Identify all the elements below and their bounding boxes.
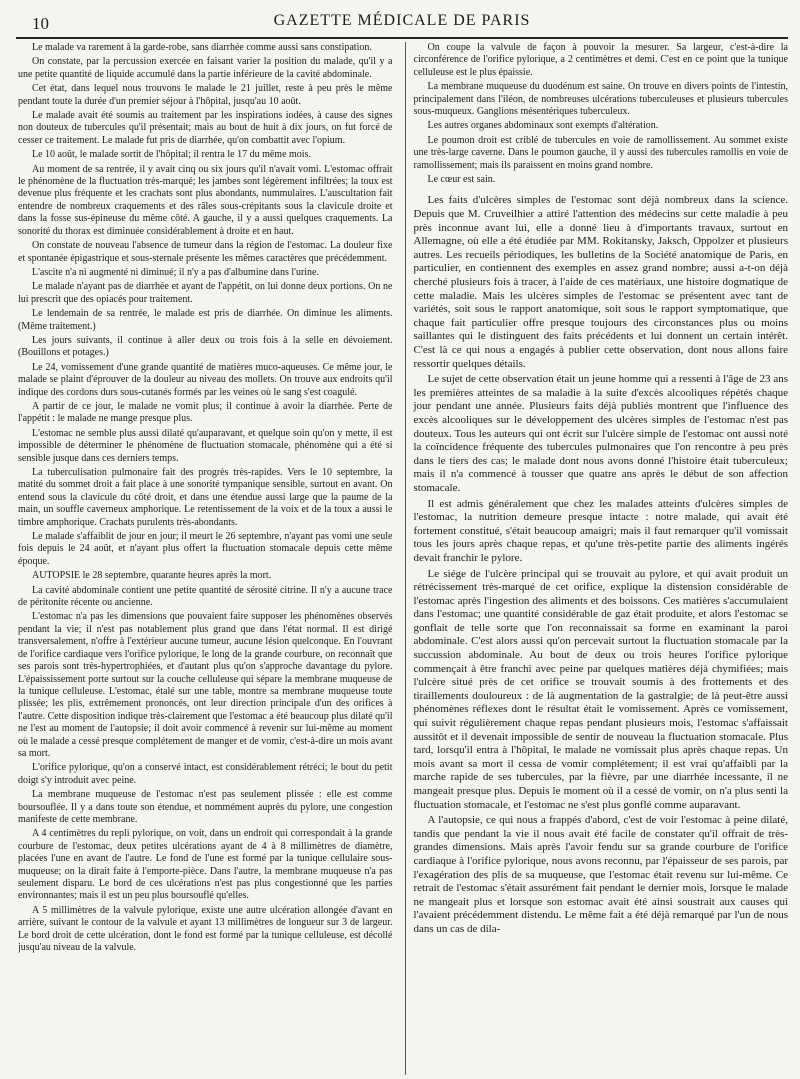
paragraph: Cet état, dans lequel nous trouvons le malade le 21 juillet, reste à peu près le même pendant toute la durée d'un premier séjour à l'hôpital, jusqu'au 10 août. xyxy=(18,83,393,107)
paragraph: Les faits d'ulcères simples de l'estomac sont déjà nombreux dans la science. Depuis que M. Cruveilhier a attiré l'attention des médecins sur cette maladie à peu près inconnue avant lui, elle a donné lieu à d'importants travaux, surtout en Allemagne, où elle a été étudiée par MM. Rokitansky, Jaksch, Oppolzer et plusieurs autres. Les recueils périodiques, les bulletins de la Société anatomique de Paris, en particulier, en contiennent des exemples en assez grand nombre; aussi a-t-on déjà cherché plusieurs fois à tracer, à l'aide de ces matériaux, une histoire dogmatique de cette maladie. Mais les ulcères simples de l'estomac se présentent avec tant de variétés, soit sous le rapport anatomique, soit sous le rapport symptomatique, que chaque fait particulier offre presque toujours des circonstances plus ou moins saillantes qui le distinguent des faits précédents et lui donnent un certain intérêt. C'est là ce qui nous a engagés à publier cette observation, dont nous allons faire ressortir quelques détails. xyxy=(413,194,788,370)
paragraph: La membrane muqueuse du duodénum est saine. On trouve en divers points de l'intestin, principalement dans l'iléon, de nombreuses ulcérations tuberculeuses et plusieurs tubercules sous-muqueux. Ganglions mésentériques tuberculeux. xyxy=(413,81,788,118)
right-column-discussion xyxy=(414,194,789,936)
paragraph: Le malade s'affaiblit de jour en jour; il meurt le 26 septembre, n'ayant pas vomi une seule fois depuis le 24 août, et n'ayant plus offert la fluctuation stomacale depuis cette même époque. xyxy=(18,531,393,567)
paragraph: La membrane muqueuse de l'estomac n'est pas seulement plissée : elle est comme boursouflée. Il y a dans toute son étendue, et nommément auprès du pylore, une congestion manifeste de cette membrane. xyxy=(18,789,393,825)
paragraph: Le malade va rarement à la garde-robe, sans diarrhée comme aussi sans constipation. xyxy=(32,42,372,53)
paragraph: A 4 centimètres du repli pylorique, on voit, dans un endroit qui correspondait à la grande courbure de l'estomac, deux petites ulcérations ayant de 4 à 8 millimètres de diamètre, placées l'une en avant de l'autre. Le fond de l'une est formé par la tunique cellulaire sous-muqueuse; on la dirait faite à l'emporte-pièce. Dans l'autre, la membrane muqueuse n'a pas seulement disparu. Le bord de ces ulcérations n'est pas plus congestionné que les parties environnantes; mais il est un peu plus boursouflé qu'elles. xyxy=(18,828,393,902)
paragraph: On constate, par la percussion exercée en faisant varier la position du malade, qu'il y a une petite quantité de liquide accumulé dans la partie inférieure de la cavité abdominale. xyxy=(18,56,393,80)
right-column xyxy=(405,42,789,1075)
paragraph: L'ascite n'a ni augmenté ni diminué; il n'y a pas d'albumine dans l'urine. xyxy=(32,266,319,278)
paragraph: On coupe la valvule de façon à pouvoir la mesurer. Sa largeur, c'est-à-dire la circonférence de l'orifice pylorique, a 2 centimètres et demi. C'est en ce point que la tunique celluleuse est le plus épaissie. xyxy=(413,42,788,78)
paragraph: A 5 millimètres de la valvule pylorique, existe une autre ulcération allongée d'avant en arrière, suivant le contour de la valvule et ayant 13 millimètres de longueur sur 3 de largeur. Le bord droit de cette ulcération, dont le fond est formé par la tunique celluleuse, est décollé jusqu'au niveau de la valvule. xyxy=(18,904,393,954)
paragraph: Le cœur est sain. xyxy=(427,174,496,186)
paragraph: Le malade avait été soumis au traitement par les inspirations iodées, à cause des signes non douteux de tubercules qu'il présentait; mais au bout de huit à dix jours, on fut forcé de cesser ce traitement. Le malade fut pris de diarrhée, qu'on combattit avec l'opium. xyxy=(18,110,393,146)
paragraph: A l'autopsie, ce qui nous a frappés d'abord, c'est de voir l'estomac à peine dilaté, tandis que pendant la vie il nous avait été facile de constater qu'il offrait de très-grandes dimensions. Mais après l'avoir fendu sur sa grande courbure de l'orifice cardiaque à l'orifice pylorique, nous avons reconnu, par l'épaisseur de ses parois, par l'exagération des plis de sa muqueuse, que l'estomac était revenu sur lui-même. Ce retrait de l'estomac s'était assurément fait pendant le dernier mois, lorsque le malade ne mangeait plus et lorsque son estomac avait été ainsi soustrait aux causes qui l'avaient précédemment distendu. Le même fait a été déjà remarqué par l'un de nous dans un cas de dila- xyxy=(413,814,788,935)
paragraph: Il est admis généralement que chez les malades atteints d'ulcères simples de l'estomac, la nutrition demeure presque intacte : notre malade, qui avait été fortement constitué, s'était beaucoup amaigri; mais il faut remarquer qu'il vomissait tous les jours après chaque repas, et qu'une très-petite partie des aliments ingérés devait franchir le pylore. xyxy=(413,497,788,564)
paragraph: L'estomac n'a pas les dimensions que pouvaient faire supposer les phénomènes observés pendant la vie; il n'est pas notablement plus grand que dans l'état normal. Il est dirigé transversalement, n'offre à l'extérieur aucune tumeur, aucune lésion quelconque. En l'ouvrant de l'orifice cardiaque vers l'orifice pylorique, le long de la grande courbure, on reconnaît que ses parois sont très-hypertrophiées, et d'autant plus qu'on s'approche davantage du pylore. L'épaississement porte surtout sur la couche celluleuse qui sépare la membrane muqueuse de la tunique celluleuse. L'estomac, étalé sur une table, montre sa membrane muqueuse toute plissée; les plis, extrêmement prononcés, ont leur direction principale d'un des orifices à l'autre. Cette disposition indique très-clairement que l'estomac a été beaucoup plus dilaté qu'il ne l'est au moment de l'autopsie; il doit avoir commencé à revenir sur lui-même au moment où le malade a cessé presque complétement de manger et de vomir, c'est-à-dire un mois avant sa mort. xyxy=(18,611,393,759)
paragraph: L'orifice pylorique, qu'on a conservé intact, est considérablement rétréci; le bout du petit doigt s'y introduit avec peine. xyxy=(18,762,393,786)
paragraph: Le 24, vomissement d'une grande quantité de matières muco-aqueuses. Ce même jour, le malade se plaint d'éprouver de la douleur au niveau des mollets. On trouve aux endroits qu'il indique des cordons durs sous-cutanés formés par les veines où le sang s'est coagulé. xyxy=(18,361,393,398)
paragraph: Le poumon droit est criblé de tubercules en voie de ramollissement. Au sommet existe une très-large caverne. Dans le poumon gauche, il y aussi des tubercules ramollis en voie de ramollissement; mais ils paraissent en moins grand nombre. xyxy=(413,134,788,171)
right-column-autopsy-continued xyxy=(414,42,789,186)
paragraph: On constate de nouveau l'absence de tumeur dans la région de l'estomac. La douleur fixe et spontanée épigastrique et sous-sternale présente les mêmes caractères que précédemment. xyxy=(18,240,393,264)
page-header xyxy=(16,0,788,34)
paragraph: Le sujet de cette observation était un jeune homme qui a ressenti à l'âge de 23 ans les premières atteintes de sa maladie à la suite d'excès alcooliques répétés chaque jour pendant une année. Plusieurs faits déjà publiés montrent que l'influence des excès alcooliques sur le développement des ulcères simples de l'estomac n'est pas douteux. Tous les auteurs qui ont écrit sur l'ulcère simple de l'estomac ont aussi noté la coïncidence fréquente des tubercules pulmonaires que l'on rencontre à peu près dans le tiers des cas; le malade dont nous avons donné l'histoire était tuberculeux; mais il n'a commencé à tousser que quatre ans après le début de son affection stomacale. xyxy=(413,373,788,494)
header-rule xyxy=(16,37,788,39)
paragraph: L'estomac ne semble plus aussi dilaté qu'auparavant, et quelque soin qu'on y mette, il est impossible de déterminer le phénomène de fluctuation stomacale, phénomène qui a été si sensible jusque dans ces derniers temps. xyxy=(18,427,393,464)
paragraph: A partir de ce jour, le malade ne vomit plus; il continue à avoir la diarrhée. Perte de l'appétit : le malade ne mange presque plus. xyxy=(18,400,393,425)
paragraph: Au moment de sa rentrée, il y avait cinq ou six jours qu'il n'avait vomi. L'estomac offrait le phénomène de la fluctuation très-marqué; les jambes sont légèrement infiltrées; la toux est devenue plus fréquente et les crachats sont plus abondants, nummulaires. L'auscultation fait entendre de nombreux craquements et des râles sous-crépitants sous la clavicule droite et dans la fosse sus-épineuse du même côté. A gauche, il y a aussi quelques craquements. La sonorité du thorax est diminuée considérablement à droite et en haut. xyxy=(18,163,393,237)
paragraph: Le siége de l'ulcère principal qui se trouvait au pylore, et qui avait produit un rétrécissement très-marqué de cet orifice, explique la distension considérable de l'estomac après l'ingestion des aliments et des boissons. Ces matières s'accumulaient dans l'estomac; une quantité considérable de gaz était produite, et alors l'estomac se gonflait de telle sorte que l'on reconnaissait sa forme en examinant la paroi abdominale. C'est alors aussi qu'on percevait surtout la fluctuation stomacale par la succussion abdominale. Au bout de deux ou trois heures l'orifice pylorique commençait à être franchi avec peine par quelques matières déjà chymifiées; mais l'ulcère situé près de cet orifice se trouvait soumis à des frottements et des tiraillements douloureux : de là augmentation de la gastralgie; de là peut-être aussi phénomènes réflexes dont le résultat était le vomissement. Après ce vomissement, qui suivit régulièrement chaque repas pendant plusieurs mois, l'estomac s'affaissait aussitôt et il devenait impossible de sentir de nouveau la fluctuation stomacale. Plus tard, lorsqu'il entra à l'hôpital, le malade ne vomissait plus après chaque repas. Un mois avant sa mort il cessa de vomir complétement; il est vrai qu'affaibli par la marche rapide de ses tubercules, par la fièvre, par une diarrhée incessante, il ne mangeait presque plus. Depuis le moment où il a cessé de vomir, on n'a plus senti la fluctuation stomacale, et l'estomac ne s'est plus gonflé comme auparavant. xyxy=(413,567,788,811)
paragraph: Le malade n'ayant pas de diarrhée et ayant de l'appétit, on lui donne deux portions. On ne lui prescrit que des opiacés pour traitement. xyxy=(18,281,393,305)
left-column xyxy=(18,42,393,1075)
paragraph: La cavité abdominale contient une petite quantité de sérosité citrine. Il n'y a aucune trace de péritonite récente ou ancienne. xyxy=(18,584,393,609)
two-column-body xyxy=(18,42,788,1075)
paragraph: La tuberculisation pulmonaire fait des progrès très-rapides. Vers le 10 septembre, la matité du sommet droit a fait place à une sonorité tympanique sensible, surtout en avant. On entend sous la clavicule du côté droit, et dans une étendue aussi large que la paume de la main, un souffle caverneux amphorique. Le retentissement de la voix et de la toux a aussi le timbre amphorique. Crachats purulents très-abondants. xyxy=(18,467,393,528)
paragraph: Les autres organes abdominaux sont exempts d'altération. xyxy=(427,120,659,132)
paragraph: Le lendemain de sa rentrée, le malade est pris de diarrhée. On diminue les aliments. (Même traitement.) xyxy=(18,308,393,332)
page-number: 10 xyxy=(32,14,49,33)
paragraph: Les jours suivants, il continue à aller deux ou trois fois à la selle en dévoiement. (Bouillons et potages.) xyxy=(18,334,393,359)
paragraph: AUTOPSIE le 28 septembre, quarante heures après la mort. xyxy=(32,570,272,582)
journal-title: GAZETTE MÉDICALE DE PARIS xyxy=(273,12,531,29)
paragraph: Le 10 août, le malade sortit de l'hôpital; il rentra le 17 du même mois. xyxy=(32,149,311,161)
